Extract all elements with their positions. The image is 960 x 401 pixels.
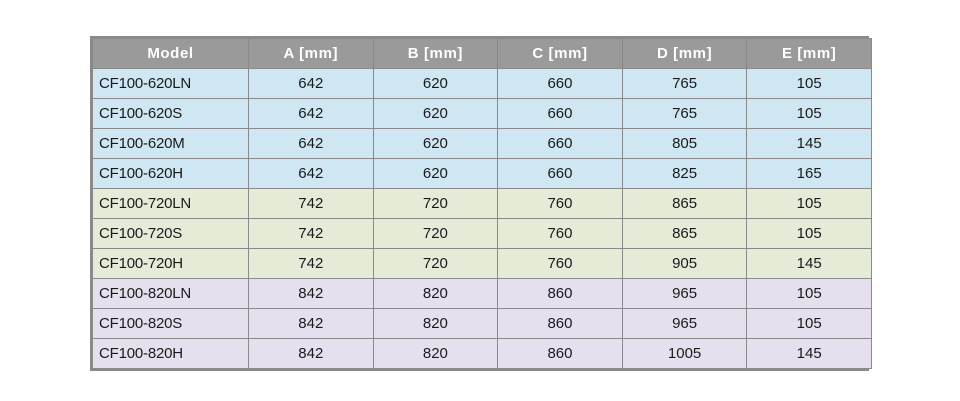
cell-d: 865 <box>622 189 747 219</box>
cell-d: 965 <box>622 309 747 339</box>
column-header-e: E [mm] <box>747 39 872 69</box>
cell-model: CF100-820LN <box>93 279 249 309</box>
cell-b: 820 <box>373 339 498 369</box>
table-row <box>93 249 872 279</box>
cell-e: 105 <box>747 219 872 249</box>
cell-c: 660 <box>498 159 623 189</box>
column-header-model: Model <box>93 39 249 69</box>
cell-e: 105 <box>747 189 872 219</box>
cell-b: 620 <box>373 69 498 99</box>
cell-model: CF100-720LN <box>93 189 249 219</box>
cell-model: CF100-820H <box>93 339 249 369</box>
cell-e: 145 <box>747 249 872 279</box>
cell-c: 660 <box>498 129 623 159</box>
cell-d: 805 <box>622 129 747 159</box>
cell-b: 720 <box>373 249 498 279</box>
cell-c: 860 <box>498 279 623 309</box>
cell-d: 965 <box>622 279 747 309</box>
cell-a: 842 <box>249 339 374 369</box>
table-row <box>93 309 872 339</box>
cell-b: 720 <box>373 189 498 219</box>
cell-c: 860 <box>498 309 623 339</box>
cell-e: 105 <box>747 279 872 309</box>
cell-c: 660 <box>498 99 623 129</box>
cell-d: 765 <box>622 99 747 129</box>
cell-b: 620 <box>373 159 498 189</box>
cell-b: 620 <box>373 99 498 129</box>
table-row <box>93 219 872 249</box>
cell-e: 145 <box>747 129 872 159</box>
cell-model: CF100-620S <box>93 99 249 129</box>
table-header-row <box>93 39 872 69</box>
table-row <box>93 279 872 309</box>
cell-model: CF100-720S <box>93 219 249 249</box>
cell-a: 642 <box>249 69 374 99</box>
column-header-d: D [mm] <box>622 39 747 69</box>
cell-d: 765 <box>622 69 747 99</box>
cell-a: 742 <box>249 249 374 279</box>
cell-b: 720 <box>373 219 498 249</box>
cell-model: CF100-820S <box>93 309 249 339</box>
specification-table-container <box>90 36 869 371</box>
cell-a: 642 <box>249 99 374 129</box>
cell-a: 742 <box>249 219 374 249</box>
cell-d: 905 <box>622 249 747 279</box>
cell-c: 660 <box>498 69 623 99</box>
cell-a: 742 <box>249 189 374 219</box>
cell-model: CF100-620LN <box>93 69 249 99</box>
cell-d: 865 <box>622 219 747 249</box>
cell-e: 105 <box>747 309 872 339</box>
table-row <box>93 159 872 189</box>
cell-e: 105 <box>747 99 872 129</box>
table-row <box>93 69 872 99</box>
cell-d: 1005 <box>622 339 747 369</box>
cell-d: 825 <box>622 159 747 189</box>
table-row <box>93 189 872 219</box>
column-header-a: A [mm] <box>249 39 374 69</box>
cell-c: 760 <box>498 189 623 219</box>
cell-c: 760 <box>498 219 623 249</box>
column-header-c: C [mm] <box>498 39 623 69</box>
specification-table <box>92 38 872 369</box>
cell-a: 642 <box>249 159 374 189</box>
cell-a: 842 <box>249 279 374 309</box>
cell-a: 842 <box>249 309 374 339</box>
table-body <box>93 69 872 369</box>
table-row <box>93 339 872 369</box>
cell-e: 105 <box>747 69 872 99</box>
cell-e: 165 <box>747 159 872 189</box>
cell-b: 820 <box>373 279 498 309</box>
table-row <box>93 99 872 129</box>
cell-model: CF100-620H <box>93 159 249 189</box>
cell-model: CF100-720H <box>93 249 249 279</box>
cell-a: 642 <box>249 129 374 159</box>
cell-c: 760 <box>498 249 623 279</box>
cell-b: 820 <box>373 309 498 339</box>
table-header <box>93 39 872 69</box>
table-row <box>93 129 872 159</box>
cell-model: CF100-620M <box>93 129 249 159</box>
cell-b: 620 <box>373 129 498 159</box>
cell-c: 860 <box>498 339 623 369</box>
column-header-b: B [mm] <box>373 39 498 69</box>
cell-e: 145 <box>747 339 872 369</box>
